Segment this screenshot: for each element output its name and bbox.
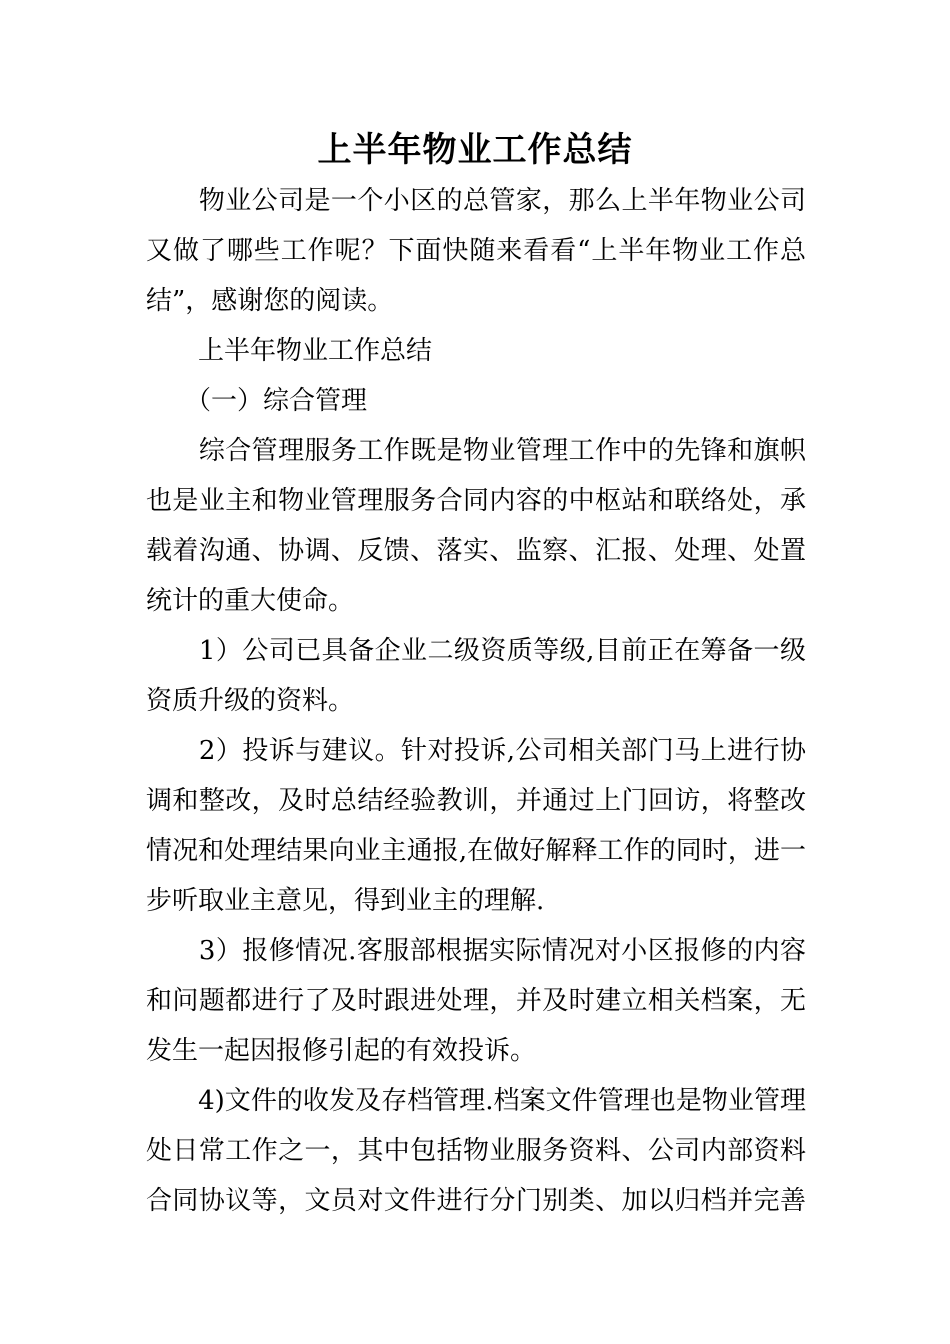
body-line: 统计的重大使命。 (146, 586, 355, 616)
document-body (146, 176, 806, 1226)
body-line: 调和整改，及时总结经验教训，并通过上门回访，将整改 (146, 786, 806, 816)
body-line: 情况和处理结果向业主通报,在做好解释工作的同时，进一 (146, 836, 806, 866)
body-line: 结”，感谢您的阅读。 (146, 286, 394, 316)
body-line: 4)文件的收发及存档管理.档案文件管理也是物业管理 (146, 1086, 806, 1116)
body-line: 又做了哪些工作呢？下面快随来看看“上半年物业工作总 (146, 236, 806, 266)
body-line: 载着沟通、协调、反馈、落实、监察、汇报、处理、处置 (146, 536, 806, 566)
body-line: 合同协议等，文员对文件进行分门别类、加以归档并完善 (146, 1186, 806, 1216)
section-heading: （一）综合管理 (146, 386, 368, 416)
body-line: 步听取业主意见，得到业主的理解. (146, 886, 545, 916)
body-line: 3）报修情况.客服部根据实际情况对小区报修的内容 (146, 936, 806, 966)
body-line: 发生一起因报修引起的有效投诉。 (146, 1036, 537, 1066)
section-heading: 上半年物业工作总结 (146, 336, 433, 366)
body-line: 1）公司已具备企业二级资质等级,目前正在筹备一级 (146, 636, 806, 666)
body-line: 2）投诉与建议。针对投诉,公司相关部门马上进行协 (146, 736, 806, 766)
body-line: 物业公司是一个小区的总管家，那么上半年物业公司 (146, 186, 806, 216)
body-line: 和问题都进行了及时跟进处理，并及时建立相关档案，无 (146, 986, 806, 1016)
body-line: 综合管理服务工作既是物业管理工作中的先锋和旗帜 (146, 436, 806, 466)
body-line: 资质升级的资料。 (146, 686, 355, 716)
document-title: 上半年物业工作总结 (317, 130, 633, 170)
body-line: 也是业主和物业管理服务合同内容的中枢站和联络处，承 (146, 486, 806, 516)
body-line: 处日常工作之一，其中包括物业服务资料、公司内部资料 (146, 1136, 806, 1166)
